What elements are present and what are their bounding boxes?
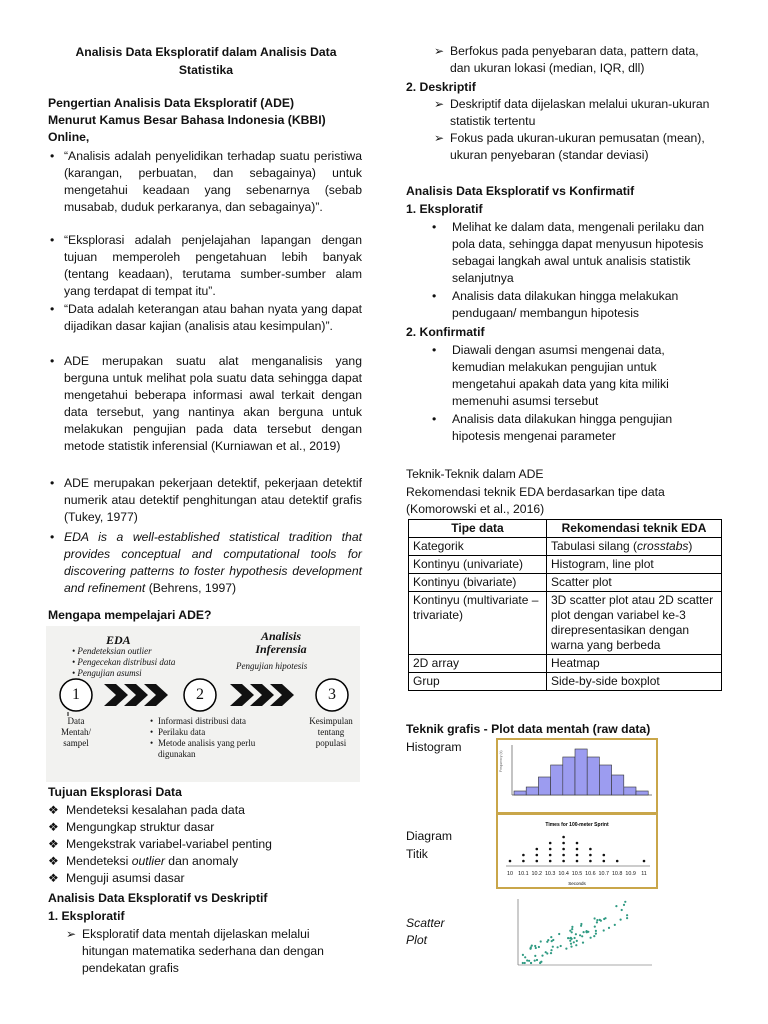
bullet-icon: • [432, 220, 437, 234]
inferensia-sub: Pengujian hipotesis [236, 661, 308, 671]
list-item [48, 819, 362, 836]
scatter-point [524, 962, 526, 964]
scatter-point [571, 926, 573, 928]
dotplot-image [496, 813, 658, 889]
dotplot-tick-label: 10.6 [585, 871, 596, 877]
scatter-point [565, 948, 567, 950]
scatter-point [569, 940, 571, 942]
bullet-icon: • [432, 289, 437, 303]
numbered-item-konfirmatif: 2. Konfirmatif [406, 325, 485, 339]
dotplot-tick-labels [507, 871, 647, 877]
dotplot-dot [576, 848, 579, 851]
text-part-italic: outlier [131, 854, 165, 868]
text-part: dan anomaly [164, 854, 239, 868]
diamond-bullet-icon: ❖ [48, 871, 59, 885]
table-row [409, 673, 722, 691]
list-item-text: Berfokus pada penyebaran data, pattern data, dan ukuran lokasi (median, IQR, dll) [450, 44, 699, 75]
dotplot-dot [589, 854, 592, 857]
scatter-label [406, 915, 445, 949]
scatter-point [582, 942, 584, 944]
table-cell: Grup [409, 673, 547, 691]
scatter-point [623, 904, 625, 906]
scatter-point [535, 947, 537, 949]
cell-text-italic: crosstabs [637, 539, 689, 553]
label-line: Plot [406, 933, 428, 947]
step-1-number: 1 [72, 686, 80, 703]
step-3-number: 3 [328, 686, 336, 703]
caption-line: tentang [317, 727, 345, 737]
histogram-label: Histogram [406, 740, 462, 754]
list-item-text: Fokus pada ukuran-ukuran pemusatan (mean), ukuran penyebaran (standar deviasi) [450, 131, 705, 162]
chevron-arrows-1 [104, 684, 168, 706]
list-item [434, 96, 710, 130]
caption-line: Informasi distribusi data [158, 716, 246, 726]
section-heading-teknik: Teknik-Teknik dalam ADE [406, 467, 544, 481]
scatter-graphic [502, 893, 658, 975]
eda-quote: EDA is a well-established statistical tradition that provides conceptual and computational tools for discovering patterns to foster hypothesis development and refinement [64, 530, 362, 595]
list-item-text: ADE merupakan pekerjaan detektif, pekerjaan detektif numerik atau detektif penghitungan atau detektif grafis (Tukey, 1977) [64, 476, 362, 524]
list-item [432, 288, 720, 322]
doc-title: Analisis Data Eksploratif dalam Analisis Data Statistika [75, 45, 337, 77]
svg-text:Frequency (k): Frequency (k) [499, 750, 503, 772]
list-item-text [64, 529, 362, 595]
bullet-icon: • [50, 233, 55, 247]
scatter-point [552, 946, 554, 948]
histogram-bar [526, 787, 538, 795]
caption-line: Data [67, 716, 85, 726]
list-item-text: “Data adalah keterangan atau bahan nyata yang dapat dijadikan dasar kajian (analisis atau kesimpulan)”. [64, 302, 362, 333]
dotplot-tick-label: 10.9 [625, 871, 636, 877]
label-line: Titik [406, 847, 428, 861]
scatter-point [615, 905, 617, 907]
dotplot-dot [576, 860, 579, 863]
table-cell: 2D array [409, 655, 547, 673]
histogram-bar [612, 775, 624, 795]
list-item [48, 836, 362, 853]
table-cell: Heatmap [547, 655, 722, 673]
scatter-point [575, 944, 577, 946]
bullet-icon: • [50, 354, 55, 368]
scatter-point [536, 959, 538, 961]
eda-item-text: Pendeteksian outlier [77, 646, 152, 656]
list-item [48, 870, 362, 887]
histogram-bar [587, 757, 599, 795]
dotplot-dot [562, 848, 565, 851]
list-item [48, 802, 362, 819]
scatter-point [603, 918, 605, 920]
scatter-point [600, 920, 602, 922]
table-cell: Scatter plot [547, 574, 722, 592]
chevron-arrows-2 [230, 684, 294, 706]
section-heading-online: Online, [48, 130, 90, 144]
list-item: • Pengecekan distribusi data [72, 657, 176, 667]
recommendation-caption: Rekomendasi teknik EDA berdasarkan tipe data [406, 485, 665, 499]
eda-item-text: Pengujian asumsi [77, 668, 142, 678]
eda-item-text: Pengecekan distribusi data [77, 657, 176, 667]
histogram-bar [514, 791, 526, 795]
eda-label: EDA [106, 633, 131, 647]
dotplot-dot [509, 860, 512, 863]
list-item-text: Mengekstrak variabel-variabel penting [66, 837, 272, 851]
list-item [434, 43, 706, 77]
dotplot-dot [549, 854, 552, 857]
list-item [434, 130, 710, 164]
histogram-bar [624, 787, 636, 795]
histogram-bar [551, 765, 563, 795]
scatter-point [534, 960, 536, 962]
list-item-text: Melihat ke dalam data, mengenali perilaku dan pola data, sehingga dapat menyusun hipotesis sebagai langkah awal untuk analisis statistik selanjutnya [452, 220, 705, 285]
scatter-point [528, 960, 530, 962]
dotplot-dot [603, 854, 606, 857]
scatter-point [586, 930, 588, 932]
table-header-row [409, 520, 722, 538]
numbered-item-eksploratif: 1. Eksploratif [406, 202, 483, 216]
dotplot-tick-label: 10 [507, 871, 513, 877]
konfirmatif-list [432, 342, 720, 445]
scatter-point [526, 959, 528, 961]
dotplot-dot [549, 860, 552, 863]
scatter-point [567, 937, 569, 939]
list-item: • Metode analisis yang perlu digunakan [150, 738, 260, 760]
diamond-bullet-icon: ❖ [48, 820, 59, 834]
scatter-point [574, 937, 576, 939]
scatter-point [551, 940, 553, 942]
table-cell [547, 538, 722, 556]
diamond-bullet-icon: ❖ [48, 803, 59, 817]
arrow-bullet-icon: ➢ [434, 44, 445, 58]
text-part: Mendeteksi [66, 854, 132, 868]
histogram-bar [538, 777, 550, 795]
caption-line: Perilaku data [158, 727, 206, 737]
histogram-bar [636, 791, 648, 795]
cell-text: ) [688, 539, 693, 553]
scatter-point [540, 940, 542, 942]
dotplot-dot [589, 848, 592, 851]
table-cell: 3D scatter plot atau 2D scatter plot dengan variabel ke-3 direpresentasikan dengan warna yang berbeda [547, 592, 722, 655]
table-row [409, 538, 722, 556]
scatter-point [522, 954, 524, 956]
step-3-caption [300, 716, 362, 749]
dotplot-dot [603, 860, 606, 863]
bullet-icon: • [50, 530, 55, 544]
eksploratif-list [432, 219, 720, 322]
dotplot-dot [522, 860, 525, 863]
scatter-point [575, 933, 577, 935]
scatter-point [626, 917, 628, 919]
scatter-point [560, 945, 562, 947]
section-heading-kbbi: Menurut Kamus Besar Bahasa Indonesia (KBBI) [48, 113, 326, 127]
caption-line: populasi [315, 738, 347, 748]
scatter-point [576, 940, 578, 942]
list-item-text: Analisis data dilakukan hingga pengujian hipotesis mengenai parameter [452, 412, 673, 443]
dotplot-dot [562, 854, 565, 857]
list-item [46, 148, 362, 232]
dotplot-dot [549, 842, 552, 845]
table-cell: Kategorik [409, 538, 547, 556]
deskriptif-list [434, 96, 710, 164]
scatter-point [550, 949, 552, 951]
dotplot-dot [643, 860, 646, 863]
dotplot-graphic [498, 815, 656, 887]
scatter-point [594, 926, 596, 928]
dotplot-dot [536, 854, 539, 857]
table-row [409, 556, 722, 574]
list-item [46, 232, 362, 301]
scatter-point [593, 935, 595, 937]
scatter-point [546, 941, 548, 943]
section-heading-mengapa: Mengapa mempelajari ADE? [48, 608, 212, 622]
list-item-text [66, 853, 362, 870]
dotplot-label [406, 827, 452, 863]
numbered-item-eksploratif: 1. Eksploratif [48, 909, 125, 923]
section-heading-pengertian: Pengertian Analisis Data Eksploratif (ADE) [48, 96, 295, 110]
scatter-point [546, 952, 548, 954]
scatter-point [614, 924, 616, 926]
list-item-text: Mendeteksi kesalahan pada data [66, 803, 245, 817]
caption-line: Kesimpulan [309, 716, 353, 726]
step-2-number: 2 [196, 686, 204, 703]
bullet-icon: • [50, 302, 55, 316]
table-row [409, 574, 722, 592]
dotplot-dot [562, 842, 565, 845]
arrow-bullet-icon: ➢ [434, 131, 445, 145]
scatter-point [590, 937, 592, 939]
histogram-graphic [498, 740, 656, 812]
bullet-icon: • [432, 412, 437, 426]
scatter-point [603, 929, 605, 931]
list-item-text: Eksploratif data mentah dijelaskan melalui hitungan matematika sederhana dan dengan pendekatan grafis [82, 927, 324, 975]
scatter-point [579, 934, 581, 936]
histogram-bar [563, 757, 575, 795]
list-item [46, 529, 362, 595]
label-line: Diagram [406, 829, 453, 843]
eda-technique-table [408, 519, 722, 691]
list-item-text: Analisis data dilakukan hingga melakukan pendugaan/ membangun hipotesis [452, 289, 679, 320]
list-item-text: “Analisis adalah penyelidikan terhadap suatu peristiwa (karangan, perbuatan, dan sebagainya) untuk mengetahui keadaan yang sebenarnya (sebab musabab, duduk perkaranya, dan sebagainya)”. [64, 149, 362, 214]
eda-citation: (Behrens, 1997) [148, 581, 237, 595]
list-item-text: Deskriptif data dijelaskan melalui ukuran-ukuran statistik tertentu [450, 97, 710, 128]
scatter-point [550, 952, 552, 954]
table-cell: Histogram, line plot [547, 556, 722, 574]
scatter-point [573, 941, 575, 943]
scatter-point [538, 946, 540, 948]
column-header: Rekomendasi teknik EDA [547, 520, 722, 538]
scatter-point [530, 962, 532, 964]
list-item-text: Menguji asumsi dasar [66, 871, 185, 885]
dotplot-dot [576, 854, 579, 857]
arrow-bullet-icon: ➢ [66, 927, 77, 941]
list-item [432, 342, 720, 411]
tujuan-list [48, 802, 362, 887]
kbbi-bullet-list [46, 148, 362, 595]
scatter-point [529, 948, 531, 950]
histogram-bar [599, 765, 611, 795]
table-row [409, 655, 722, 673]
inferensia-line-1: Analisis [260, 629, 302, 643]
dotplot-dot [589, 860, 592, 863]
scatter-point [522, 962, 524, 964]
step-1-caption [54, 716, 98, 749]
section-heading-grafis: Teknik grafis - Plot data mentah (raw data) [406, 722, 651, 736]
table-row [409, 592, 722, 655]
list-item [432, 219, 720, 288]
scatter-point [626, 914, 628, 916]
list-item [46, 475, 362, 529]
table-cell: Kontinyu (bivariate) [409, 574, 547, 592]
scatter-point [571, 928, 573, 930]
diamond-bullet-icon: ❖ [48, 854, 59, 868]
list-item [46, 301, 362, 353]
arrow-bullet-icon: ➢ [434, 97, 445, 111]
step-2-caption [150, 716, 260, 760]
dotplot-title: Times for 100-meter Sprint [545, 822, 609, 828]
scatter-point [557, 946, 559, 948]
eda-process-diagram [46, 626, 360, 782]
recommendation-source: (Komorowski et al., 2016) [406, 502, 545, 516]
scatter-point [608, 927, 610, 929]
histogram-ticks [499, 750, 503, 772]
dotplot-xlabel: Seconds [568, 881, 586, 886]
section-heading-tujuan: Tujuan Eksplorasi Data [48, 785, 182, 799]
scatter-point [571, 931, 573, 933]
list-item [432, 411, 720, 445]
scatter-point [621, 909, 623, 911]
list-item-text: Mengungkap struktur dasar [66, 820, 215, 834]
dotplot-tick-label: 10.7 [598, 871, 610, 877]
scatter-points [522, 901, 629, 964]
section-heading-vs-deskriptif: Analisis Data Eksploratif vs Deskriptif [48, 891, 268, 905]
scatter-point [570, 943, 572, 945]
inferensia-label [246, 630, 316, 656]
scatter-point [580, 923, 582, 925]
dotplot-tick-label: 10.3 [544, 871, 556, 877]
scatter-image [502, 893, 658, 975]
scatter-point [570, 946, 572, 948]
scatter-point [539, 962, 541, 964]
bullet-icon: • [432, 343, 437, 357]
caption-line: sampel [63, 738, 89, 748]
label-line: Scatter [406, 916, 445, 930]
dotplot-dot [536, 860, 539, 863]
bullet-icon: • [50, 476, 55, 490]
histogram-bar [575, 749, 587, 795]
dotplot-dot [549, 848, 552, 851]
list-item: • Informasi distribusi data [150, 716, 260, 727]
list-item [46, 353, 362, 475]
dotplot-dot [562, 836, 565, 839]
dotplot-dot [522, 854, 525, 857]
list-item: • Pendeteksian outlier [72, 646, 152, 656]
numbered-item-deskriptif: 2. Deskriptif [406, 80, 476, 94]
list-item: • Perilaku data [150, 727, 260, 738]
table-cell: Kontinyu (multivariate – trivariate) [409, 592, 547, 655]
list-item: • Pengujian asumsi [72, 668, 142, 678]
scatter-point [620, 919, 622, 921]
section-heading-vs-konfirmatif: Analisis Data Eksploratif vs Konfirmatif [406, 184, 635, 198]
list-item [48, 853, 362, 870]
scatter-point [594, 917, 596, 919]
scatter-point [583, 931, 585, 933]
dotplot-dots [509, 836, 646, 863]
dotplot-dot [536, 848, 539, 851]
scatter-point [571, 938, 573, 940]
bullet-icon: • [50, 149, 55, 163]
table-cell: Kontinyu (univariate) [409, 556, 547, 574]
scatter-point [534, 945, 536, 947]
histogram-bars [514, 749, 648, 795]
eda-items [72, 646, 175, 679]
table-cell: Side-by-side boxplot [547, 673, 722, 691]
scatter-point [558, 933, 560, 935]
list-item-text: “Eksplorasi adalah penjelajahan lapangan dengan tujuan memperoleh pengetahuan lebih banyak (tentang keadaan), terutama sumber-sumber alam yang terdapat di tempat itu”. [64, 233, 362, 298]
dotplot-dot [562, 860, 565, 863]
dotplot-tick-label: 10.4 [558, 871, 569, 877]
dotplot-dot [616, 860, 619, 863]
scatter-point [624, 901, 626, 903]
scatter-point [595, 930, 597, 932]
dotplot-tick-label: 10.2 [531, 871, 543, 877]
scatter-point [550, 936, 552, 938]
dotplot-tick-label: 10.8 [611, 871, 623, 877]
list-item-text: Diawali dengan asumsi mengenai data, kemudian melakukan pengujian untuk mengetahui apakah data yang kita miliki memenuhi asumsi tersebut [452, 343, 669, 408]
caption-line: Mentah/ [61, 727, 91, 737]
scatter-point [581, 935, 583, 937]
scatter-point [531, 945, 533, 947]
scatter-point [541, 955, 543, 957]
dotplot-dot [576, 842, 579, 845]
dotplot-tick-label: 10.5 [571, 871, 583, 877]
cell-text: Tabulasi silang ( [551, 539, 638, 553]
scatter-point [524, 956, 526, 958]
list-item [66, 926, 342, 977]
scatter-point [596, 921, 598, 923]
scatter-point [596, 919, 598, 921]
column-header: Tipe data [409, 520, 547, 538]
inferensia-line-2: Inferensia [255, 642, 307, 656]
list-item-text: ADE merupakan suatu alat menganalisis yang berguna untuk melihat pola suatu data sehingga dapat mengetahui beberapa informasi awal terkait dengan data tersebut, yang nantinya akan berguna untuk melakukan pengujian pada data tersebut dengan metode statistik inferensial (Kurniawan et al., 2019) [64, 354, 362, 453]
dotplot-tick-label: 10.1 [518, 871, 529, 877]
histogram-image [496, 738, 658, 814]
scatter-point [595, 933, 597, 935]
dotplot-tick-label: 11 [641, 871, 647, 877]
scatter-point [534, 955, 536, 957]
diamond-bullet-icon: ❖ [48, 837, 59, 851]
caption-line: Metode analisis yang perlu digunakan [158, 738, 256, 759]
